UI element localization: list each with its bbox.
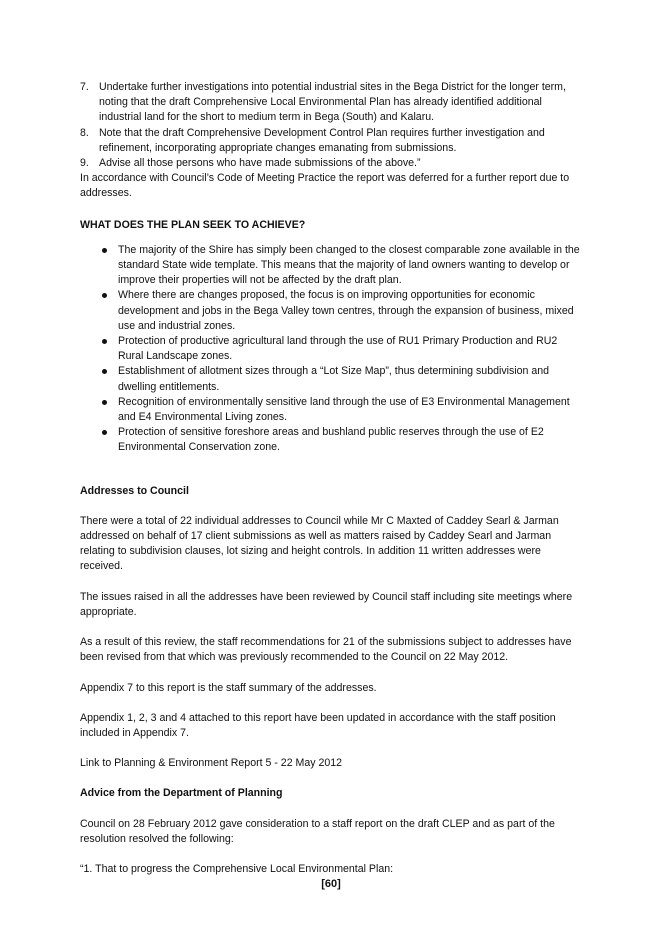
paragraph: Council on 28 February 2012 gave consideration to a staff report on the draft CLEP and as part of the resolution resolved the following: xyxy=(80,817,555,845)
section-heading-department-advice: Advice from the Department of Planning xyxy=(80,787,283,800)
bullet-text: Recognition of environmentally sensitive land through the use of E3 Environmental Management and E4 Environmental Living zones. xyxy=(118,395,570,424)
bullet-text: Protection of productive agricultural land through the use of RU1 Primary Production and RU2 Rural Landscape zones. xyxy=(118,335,558,363)
list-item xyxy=(80,126,582,156)
bullet-icon xyxy=(80,288,118,334)
list-item xyxy=(80,156,582,171)
paragraph: The issues raised in all the addresses have been reviewed by Council staff including site meetings where appropriate. xyxy=(80,590,573,618)
item-number: 8. xyxy=(80,126,89,139)
bullet-text: Where there are changes proposed, the focus is on improving opportunities for economic development and jobs in the Bega Valley town centres, through the expansion of business, mixed use and industrial zones. xyxy=(118,289,574,332)
bullet-text: Establishment of allotment sizes through a “Lot Size Map”, thus determining subdivision and dwelling entitlements. xyxy=(118,365,550,393)
paragraph: Appendix 7 to this report is the staff summary of the addresses. xyxy=(80,681,377,694)
document-page xyxy=(80,80,582,877)
list-item xyxy=(80,80,582,126)
list-item xyxy=(80,425,582,455)
numbered-list xyxy=(80,80,582,171)
bullet-icon xyxy=(80,364,118,394)
quoted-resolution-item: “1. That to progress the Comprehensive Local Environmental Plan: xyxy=(80,862,394,875)
deferral-paragraph: In accordance with Council’s Code of Meeting Practice the report was deferred for a further report due to addresses. xyxy=(80,172,570,200)
list-item xyxy=(80,243,582,289)
bullet-text: The majority of the Shire has simply been changed to the closest comparable zone available in the standard State wide template. This means that the majority of land owners wanting to develop or improve their properties will not be affected by the draft plan. xyxy=(118,243,580,287)
bullet-list xyxy=(80,243,582,456)
bullet-text: Protection of sensitive foreshore areas and bushland public reserves through the use of E2 Environmental Conservation zone. xyxy=(118,426,544,454)
bullet-icon xyxy=(80,395,118,425)
item-text: Undertake further investigations into potential industrial sites in the Bega District for the longer term, noting that the draft Comprehensive Local Environmental Plan has already identified additional industrial land for the short to medium term in Bega (South) and Kalaru. xyxy=(99,81,566,124)
page-number: [60] xyxy=(321,878,341,890)
bullet-icon xyxy=(80,425,118,455)
paragraph: Appendix 1, 2, 3 and 4 attached to this report have been updated in accordance with the staff position included in Appendix 7. xyxy=(80,711,556,739)
list-item xyxy=(80,364,582,394)
section-heading-addresses: Addresses to Council xyxy=(80,484,189,497)
list-item xyxy=(80,395,582,425)
item-number: 7. xyxy=(80,81,89,93)
bullet-icon xyxy=(80,243,118,289)
list-item xyxy=(80,288,582,334)
paragraph: There were a total of 22 individual addresses to Council while Mr C Maxted of Caddey Searl & Jarman addressed on behalf of 17 client submissions as well as matters raised by Caddey Searl and Jarman relating to subdivision clauses, lot sizing and height controls. In addition 11 written addresses were received. xyxy=(80,514,559,573)
list-item xyxy=(80,334,582,364)
report-link-text: Link to Planning & Environment Report 5 - 22 May 2012 xyxy=(80,757,343,770)
item-text: Note that the draft Comprehensive Development Control Plan requires further investigation and refinement, incorporating appropriate changes emanating from submissions. xyxy=(99,126,545,154)
item-text: Advise all those persons who have made submissions of the above.” xyxy=(99,157,421,170)
paragraph: As a result of this review, the staff recommendations for 21 of the submissions subject to addresses have been revised from that which was previously recommended to the Council on 22 May 2012. xyxy=(80,636,572,664)
bullet-icon xyxy=(80,334,118,364)
section-heading-plan-aims: WHAT DOES THE PLAN SEEK TO ACHIEVE? xyxy=(80,218,306,231)
item-number: 9. xyxy=(80,157,89,170)
